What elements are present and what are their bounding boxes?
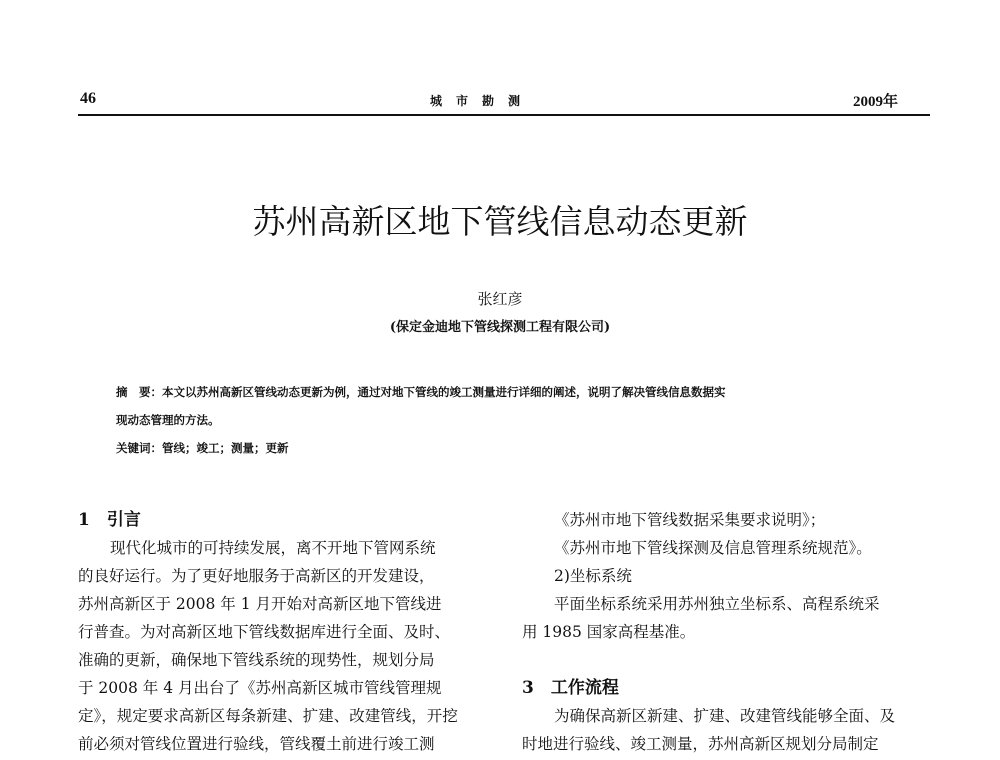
- paragraph-line: 行普查。为对高新区地下管线数据库进行全面、及时、: [78, 623, 451, 641]
- keywords: 关键词：管线；竣工；测量；更新: [116, 441, 289, 455]
- paragraph-line: 前必须对管线位置进行验线，管线覆土前进行竣工测: [78, 735, 435, 753]
- paragraph-line: 现代化城市的可持续发展，离不开地下管网系统: [110, 539, 436, 557]
- paragraph-line: 为确保高新区新建、扩建、改建管线能够全面、及: [554, 707, 896, 725]
- abstract-line-2: 现动态管理的方法。: [116, 413, 220, 427]
- journal-year: 2009年: [853, 94, 899, 110]
- paragraph-line: 用 1985 国家高程基准。: [522, 623, 696, 641]
- left-column: [78, 506, 498, 758]
- right-column: [522, 506, 942, 758]
- reference-line: 《苏州市地下管线数据采集要求说明》；: [554, 511, 826, 529]
- header-rule: [78, 114, 930, 116]
- page-number: 46: [80, 90, 96, 107]
- paper-title: 苏州高新区地下管线信息动态更新: [252, 202, 748, 241]
- abstract-line-1: 摘 要：本文以苏州高新区管线动态更新为例，通过对地下管线的竣工测量进行详细的阐述，说明了解决管线信息数据实: [116, 385, 726, 399]
- paragraph-line: 准确的更新，确保地下管线系统的现势性，规划分局: [78, 651, 435, 669]
- paragraph-line: 于 2008 年 4 月出台了《苏州高新区城市管线管理规: [78, 679, 442, 697]
- journal-name: 城市勘测: [430, 94, 535, 108]
- paragraph-line: 苏州高新区于 2008 年 1 月开始对高新区地下管线进: [78, 595, 442, 613]
- paragraph-line: 时地进行验线、竣工测量，苏州高新区规划分局制定: [522, 735, 879, 753]
- section-heading-workflow: 3 工作流程: [522, 678, 619, 698]
- section-heading-intro: 1 引言: [78, 510, 141, 530]
- affiliation: (保定金迪地下管线探测工程有限公司): [389, 320, 611, 335]
- author: 张红彦: [477, 290, 523, 308]
- paragraph-line: 定》，规定要求高新区每条新建、扩建、改建管线，开挖: [78, 707, 458, 725]
- paragraph-line: 平面坐标系统采用苏州独立坐标系、高程系统采: [554, 595, 880, 613]
- reference-line: 《苏州市地下管线探测及信息管理系统规范》。: [554, 539, 872, 557]
- subheading: 2)坐标系统: [554, 567, 632, 585]
- paragraph-line: 的良好运行。为了更好地服务于高新区的开发建设，: [78, 567, 435, 585]
